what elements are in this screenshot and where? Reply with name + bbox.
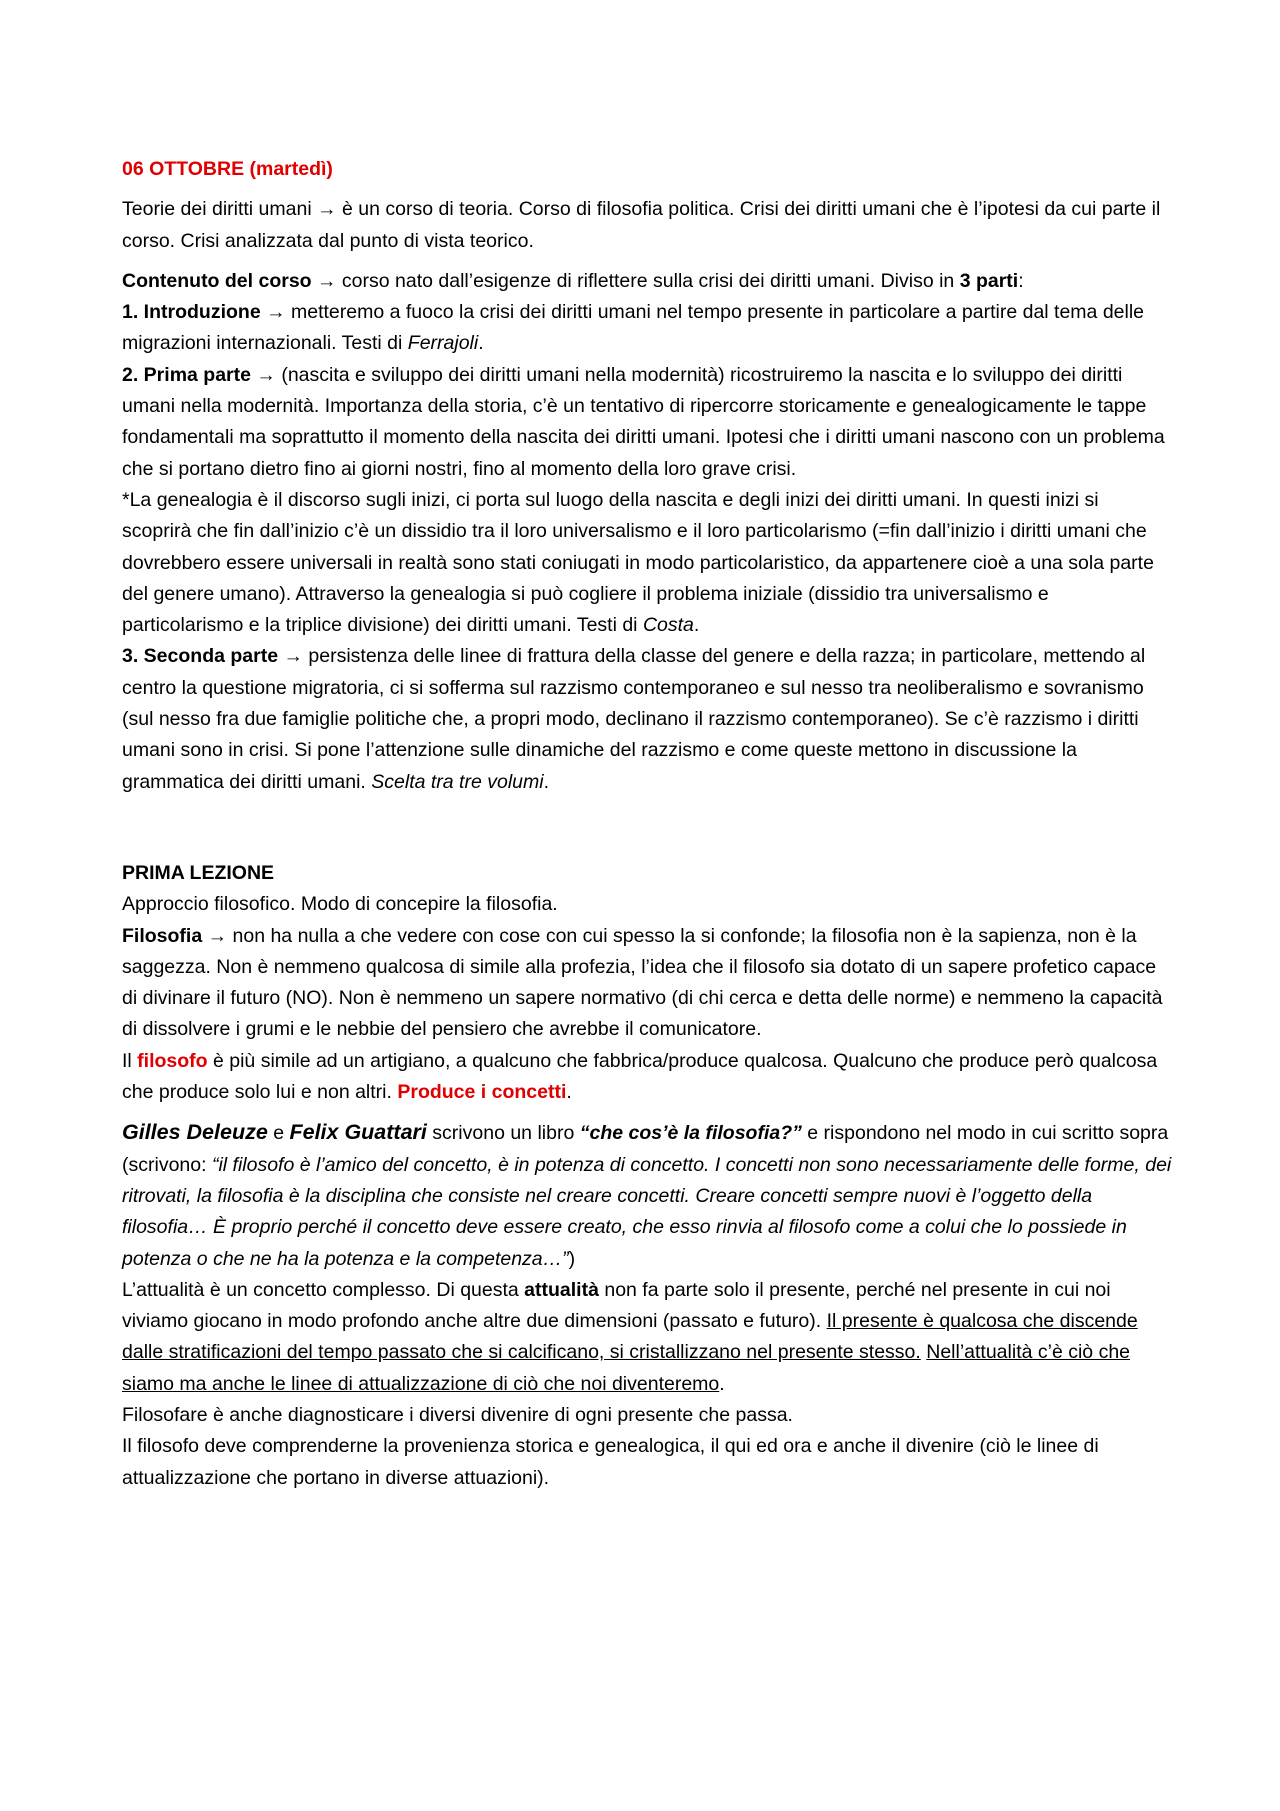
- understand-paragraph: Il filosofo deve comprenderne la provenienza storica e genealogica, il qui ed ora e anche il divenire (ciò le linee di attualizzazione che portano in diverse attuazioni).: [122, 1435, 1099, 1489]
- intro-paragraph: Teorie dei diritti umani → è un corso di teoria. Corso di filosofia politica. Crisi dei diritti umani che è l’ipotesi da cui parte il corso. Crisi analizzata dal punto di vista teorico.: [122, 198, 1161, 252]
- arrow-icon: →: [207, 924, 228, 947]
- course-part-1: 1. Introduzione → metteremo a fuoco la crisi dei diritti umani nel tempo presente in particolare a partire dal tema delle migrazioni internazionali. Testi di Ferrajoli.: [122, 301, 1145, 355]
- arrow-icon: →: [283, 645, 303, 668]
- actuality-paragraph: L’attualità è un concetto complesso. Di questa attualità non fa parte solo il presente, perché nel presente in cui noi viviamo giocano in modo profondo anche altre due dimensioni (passato e futuro). Il presente è qualcosa che discende dalle stratificazioni del tempo passato che si calcificano, si cristallizzano nel presente stesso. Nell’attualità c’è ciò che siamo ma anche le linee di attualizzazione di ciò che noi diventeremo.: [122, 1278, 1138, 1395]
- lesson-heading: PRIMA LEZIONE: [122, 861, 275, 884]
- approach-line: Approccio filosofico. Modo di concepire la filosofia.: [122, 893, 558, 916]
- course-part-3: 3. Seconda parte → persistenza delle linee di frattura della classe del genere e della razza; in particolare, mettendo al centro la questione migratoria, ci si sofferma sul razzismo contemporaneo e sul nesso tra neoliberalismo e sovranismo (sul nesso fra due famiglie politiche che, a propri modo, declinano il razzismo contemporaneo). Se c’è razzismo i diritti umani sono in crisi. Si pone l’attenzione sulle dinamiche del razzismo e come queste mettono in discussione la grammatica dei diritti umani. Scelta tra tre volumi.: [122, 645, 1146, 793]
- arrow-icon: →: [256, 363, 276, 386]
- course-content-paragraph: Contenuto del corso → corso nato dall’esigenze di riflettere sulla crisi dei diritti umani. Diviso in 3 parti:: [122, 269, 1024, 292]
- arrow-icon: →: [266, 301, 286, 324]
- philosopher-paragraph: Il filosofo è più simile ad un artigiano, a qualcuno che fabbrica/produce qualcosa. Qualcuno che produce però qualcosa che produce solo lui e non altri. Produce i concetti.: [122, 1049, 1158, 1104]
- document-page: [122, 154, 1172, 1494]
- deleuze-guattari-paragraph: Gilles Deleuze e Felix Guattari scrivono un libro “che cos’è la filosofia?” e rispondono nel modo in cui scritto sopra (scrivono: “il filosofo è l’amico del concetto, è in potenza di concetto. I concetti non sono necessariamente delle forme, dei ritrovati, la filosofia è la disciplina che consiste nel creare concetti. Creare concetti sempre nuovi è l’oggetto della filosofia… È proprio perché il concetto deve essere creato, che esso rinvia al filosofo come a colui che lo possiede in potenza o che ne ha la potenza e la competenza…”): [122, 1120, 1172, 1270]
- date-heading: 06 OTTOBRE (martedì): [122, 158, 333, 180]
- philosophy-paragraph: Filosofia → non ha nulla a che vedere con cose con cui spesso la si confonde; la filosofia non è la sapienza, non è la saggezza. Non è nemmeno qualcosa di simile alla profezia, l’idea che il filosofo sia dotato di un sapere profetico capace di divinare il futuro (NO). Non è nemmeno un sapere normativo (di chi cerca e detta delle norme) e nemmeno la capacità di dissolvere i grumi e le nebbie del pensiero che avrebbe il comunicatore.: [122, 924, 1163, 1041]
- genealogy-note: *La genealogia è il discorso sugli inizi, ci porta sul luogo della nascita e degli inizi dei diritti umani. In questi inizi si scoprirà che fin dall’inizio c’è un dissidio tra il loro universalismo e il loro particolarismo (=fin dall’inizio i diritti umani che dovrebbero essere universali in realtà sono stati coniugati in modo particolaristico, da appartenere cioè a una sola parte del genere umano). Attraverso la genealogia si può cogliere il problema iniziale (dissidio tra universalismo e particolarismo e la triplice divisione) dei diritti umani. Testi di Costa.: [122, 488, 1154, 637]
- arrow-icon: →: [317, 198, 337, 221]
- arrow-icon: →: [317, 269, 337, 292]
- diagnose-line: Filosofare è anche diagnosticare i diversi divenire di ogni presente che passa.: [122, 1403, 793, 1426]
- course-part-2: 2. Prima parte → (nascita e sviluppo dei diritti umani nella modernità) ricostruiremo la nascita e lo sviluppo dei diritti umani nella modernità. Importanza della storia, c’è un tentativo di ripercorre storicamente e genealogicamente le tappe fondamentali ma soprattutto il momento della nascita dei diritti umani. Ipotesi che i diritti umani nascono con un problema che si portano dietro fino ai giorni nostri, fino al momento della loro grave crisi.: [122, 363, 1165, 480]
- quote: “il filosofo è l’amico del concetto, è in potenza di concetto. I concetti non sono necessariamente delle forme, dei ritrovati, la filosofia è la disciplina che consiste nel creare concetti. Creare concetti sempre nuovi è l’oggetto della filosofia… È proprio perché il concetto deve essere creato, che esso rinvia al filosofo come a colui che lo possiede in potenza o che ne ha la potenza e la competenza…”: [122, 1153, 1172, 1270]
